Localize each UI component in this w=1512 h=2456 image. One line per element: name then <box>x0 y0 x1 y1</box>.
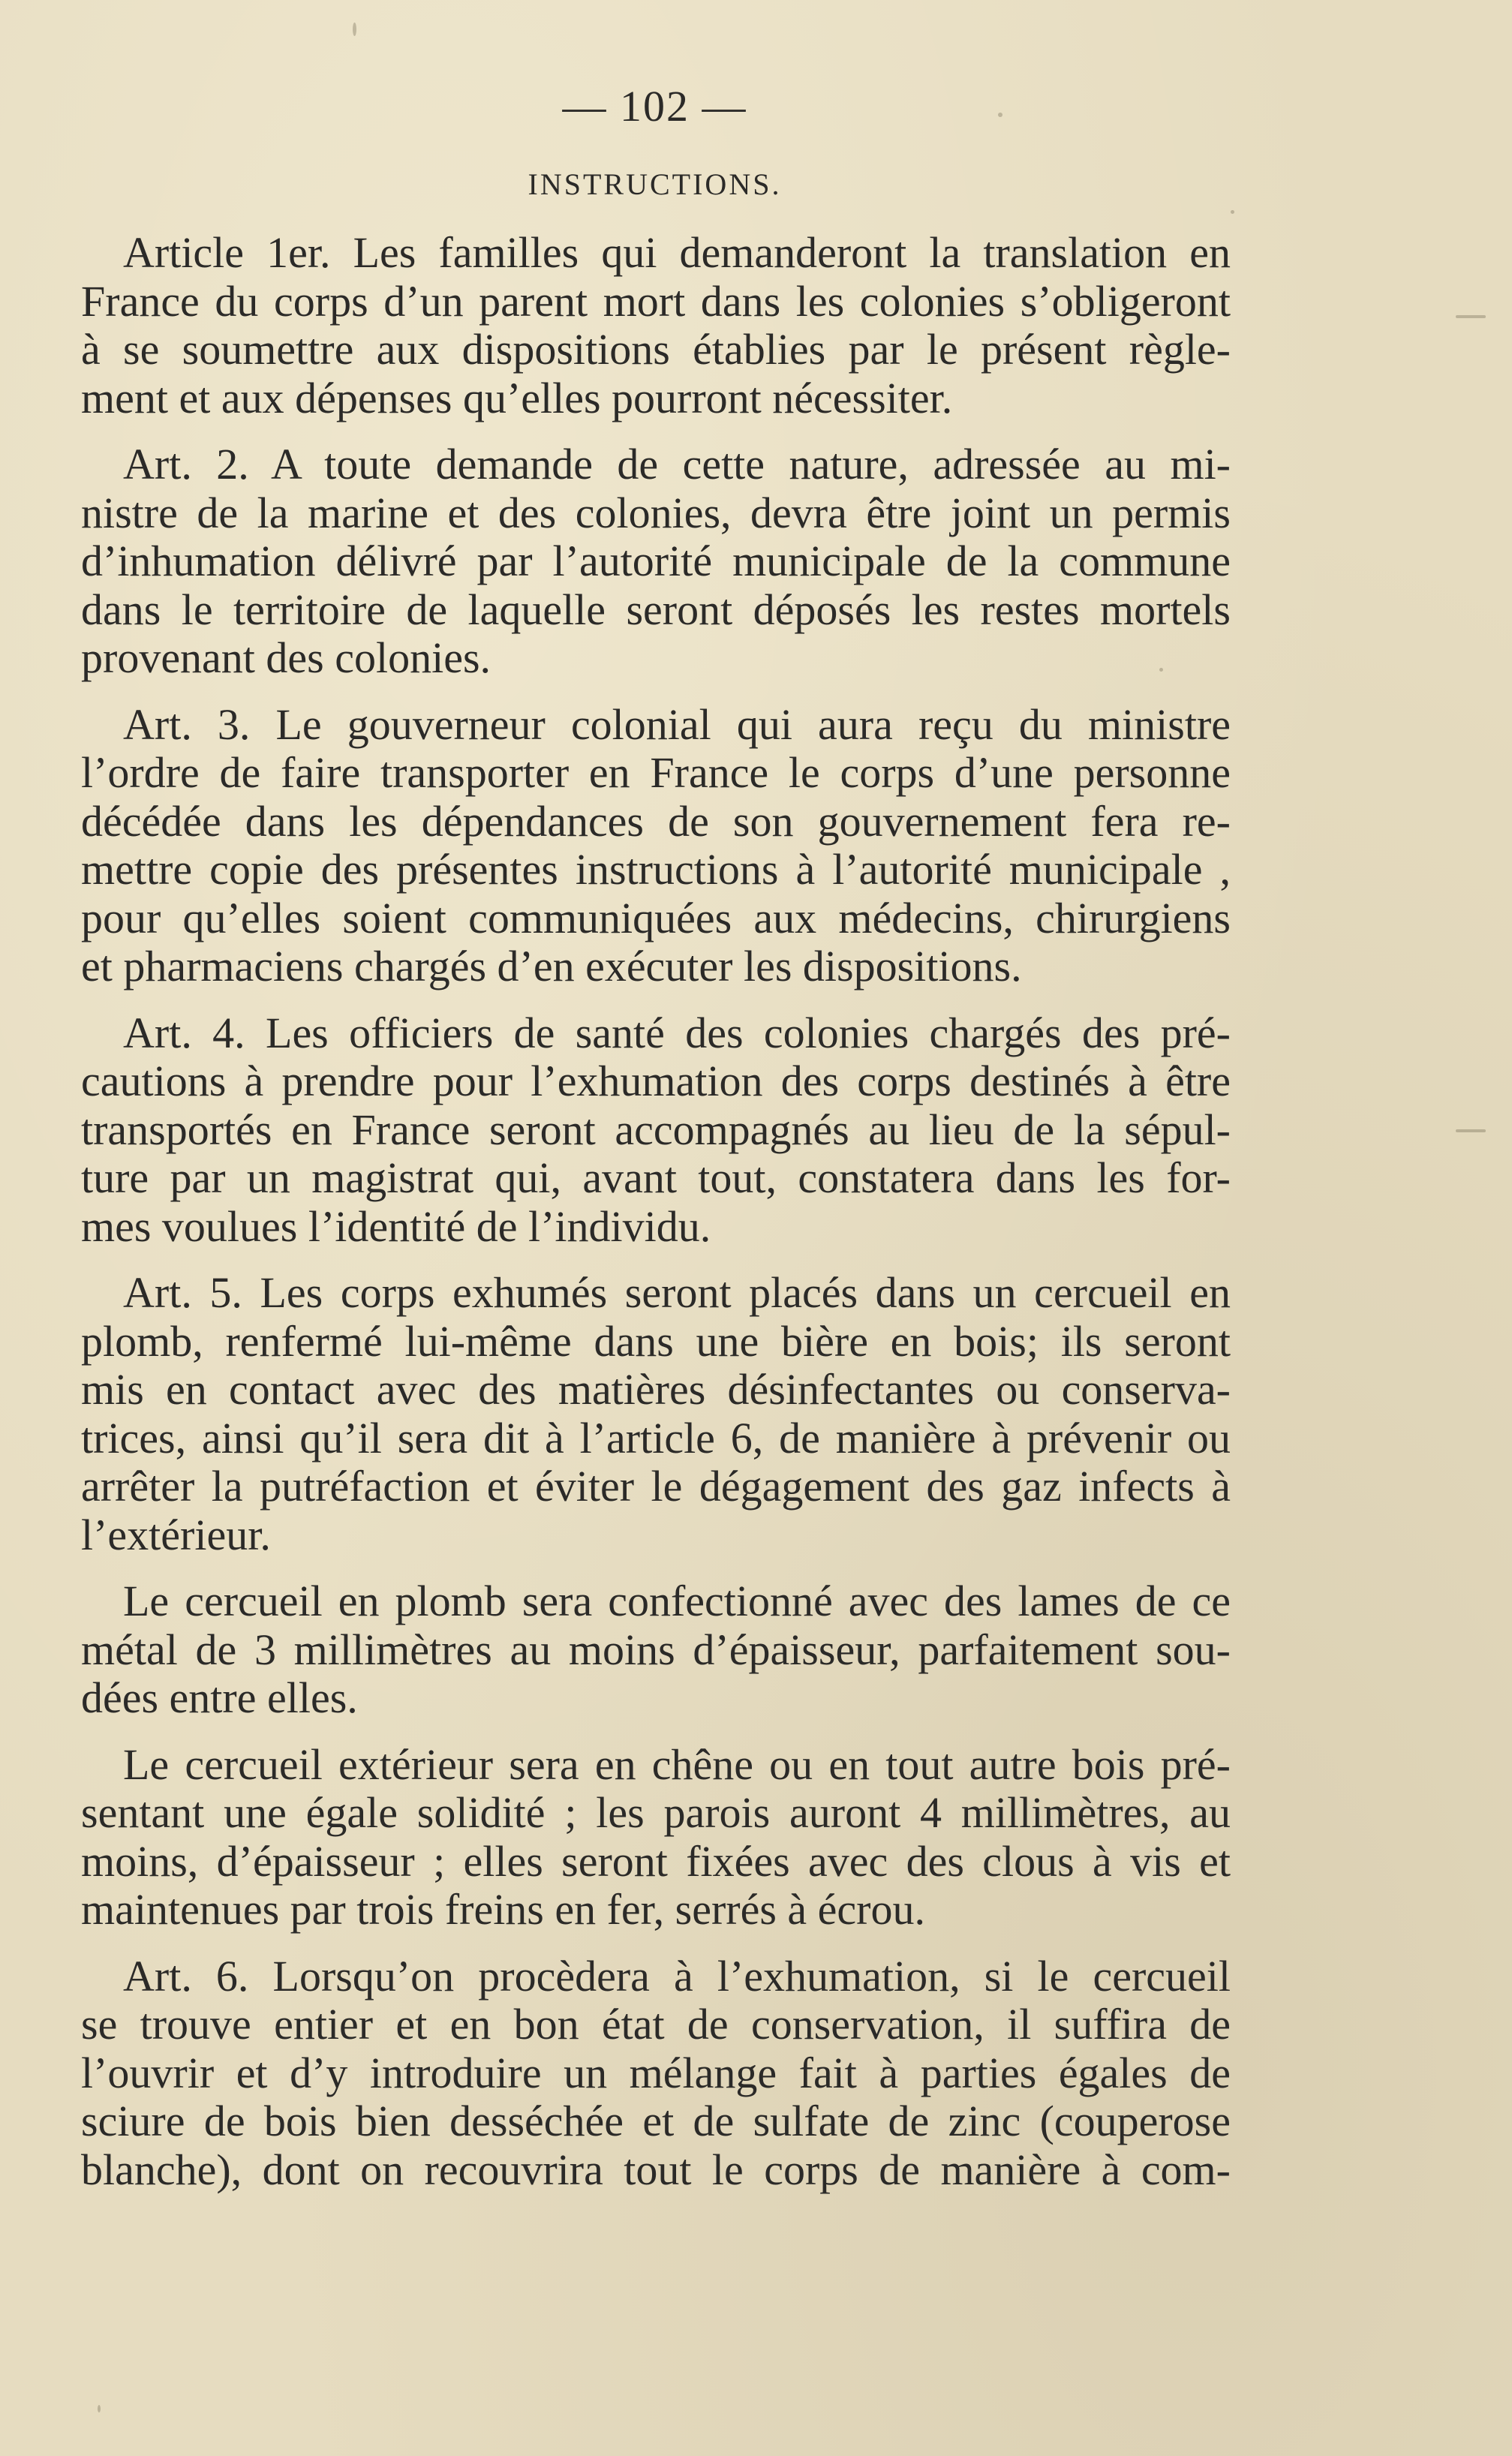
text-line: Le cercueil en plomb sera confectionné avec des lames de ce <box>123 1577 1231 1625</box>
text-line: provenant des colonies. <box>81 633 491 682</box>
section-heading: INSTRUCTIONS. <box>528 167 782 201</box>
text-line: dées entre elles. <box>81 1673 358 1722</box>
text-line: métal de 3 millimètres au moins d’épaisseur, parfaitement sou- <box>81 1625 1231 1674</box>
paper-speck <box>1159 668 1163 672</box>
text-line: arrêter la putréfaction et éviter le dégagement des gaz infects à <box>81 1462 1231 1511</box>
page-number: — 102 — <box>562 82 747 131</box>
lead-coffin-paragraph <box>81 1577 1231 1723</box>
text-line: France du corps d’un parent mort dans les colonies s’obligeront <box>81 276 1231 326</box>
article-6-paragraph <box>81 1952 1231 2195</box>
text-line: Article 1er. Les familles qui demanderont la translation en <box>123 228 1231 277</box>
article-1-paragraph <box>81 229 1231 422</box>
text-line: mettre copie des présentes instructions à l’autorité municipale , <box>81 845 1231 894</box>
text-line: Art. 6. Lorsqu’on procèdera à l’exhumation, si le cercueil <box>123 1951 1231 2001</box>
text-line: mes voulues l’identité de l’individu. <box>81 1201 711 1251</box>
text-line: décédée dans les dépendances de son gouvernement fera re- <box>81 796 1231 846</box>
text-line: l’ordre de faire transporter en France le corps d’une personne <box>81 748 1231 797</box>
article-4-paragraph <box>81 1009 1231 1252</box>
text-line: Art. 3. Le gouverneur colonial qui aura reçu du ministre <box>123 699 1231 749</box>
paper-speck <box>353 23 356 36</box>
paper-speck <box>1456 315 1486 318</box>
text-line: pour qu’elles soient communiquées aux médecins, chirurgiens <box>81 893 1231 942</box>
paper-speck <box>1456 1129 1486 1132</box>
text-line: plomb, renfermé lui-même dans une bière en bois; ils seront <box>81 1316 1231 1366</box>
text-line: ture par un magistrat qui, avant tout, constatera dans les for- <box>81 1153 1231 1202</box>
text-line: sciure de bois bien desséchée et de sulfate de zinc (couperose <box>81 2097 1231 2145</box>
text-line: maintenues par trois freins en fer, serrés à écrou. <box>81 1885 925 1934</box>
paper-speck <box>98 2405 101 2412</box>
text-line: et pharmaciens chargés d’en exécuter les dispositions. <box>81 942 1022 991</box>
paper-speck <box>1231 210 1234 214</box>
article-5-paragraph <box>81 1269 1231 1559</box>
text-line: d’inhumation délivré par l’autorité municipale de la commune <box>81 537 1231 585</box>
text-line: mis en contact avec des matières désinfectantes ou conserva- <box>81 1365 1231 1414</box>
text-line: moins, d’épaisseur ; elles seront fixées avec des clous à vis et <box>81 1836 1231 1886</box>
text-line: transportés en France seront accompagnés au lieu de la sépul- <box>81 1105 1231 1154</box>
text-line: l’ouvrir et d’y introduire un mélange fait à parties égales de <box>81 2048 1231 2097</box>
text-line: Art. 4. Les officiers de santé des colonies chargés des pré- <box>123 1008 1231 1057</box>
text-line: l’extérieur. <box>81 1510 271 1559</box>
text-line: à se soumettre aux dispositions établies par le présent règle- <box>81 325 1231 374</box>
text-line: dans le territoire de laquelle seront déposés les restes mortels <box>81 585 1231 634</box>
text-line: se trouve entier et en bon état de conservation, il suffira de <box>81 2000 1231 2049</box>
text-line: sentant une égale solidité ; les parois auront 4 millimètres, au <box>81 1788 1231 1837</box>
text-line: blanche), dont on recouvrira tout le corps de manière à com- <box>81 2145 1231 2194</box>
text-line: nistre de la marine et des colonies, devra être joint un permis <box>81 488 1231 537</box>
text-line: Art. 2. A toute demande de cette nature, adressée au mi- <box>123 440 1231 488</box>
paper-speck <box>998 113 1002 117</box>
text-line: Art. 5. Les corps exhumés seront placés dans un cercueil en <box>123 1268 1231 1317</box>
body-text <box>81 229 1231 2194</box>
text-line: cautions à prendre pour l’exhumation des corps destinés à être <box>81 1057 1231 1105</box>
article-3-paragraph <box>81 701 1231 991</box>
text-line: ment et aux dépenses qu’elles pourront nécessiter. <box>81 373 953 422</box>
outer-coffin-paragraph <box>81 1741 1231 1934</box>
article-2-paragraph <box>81 440 1231 683</box>
text-line: Le cercueil extérieur sera en chêne ou en tout autre bois pré- <box>123 1739 1231 1789</box>
text-line: trices, ainsi qu’il sera dit à l’article 6, de manière à prévenir ou <box>81 1413 1231 1462</box>
